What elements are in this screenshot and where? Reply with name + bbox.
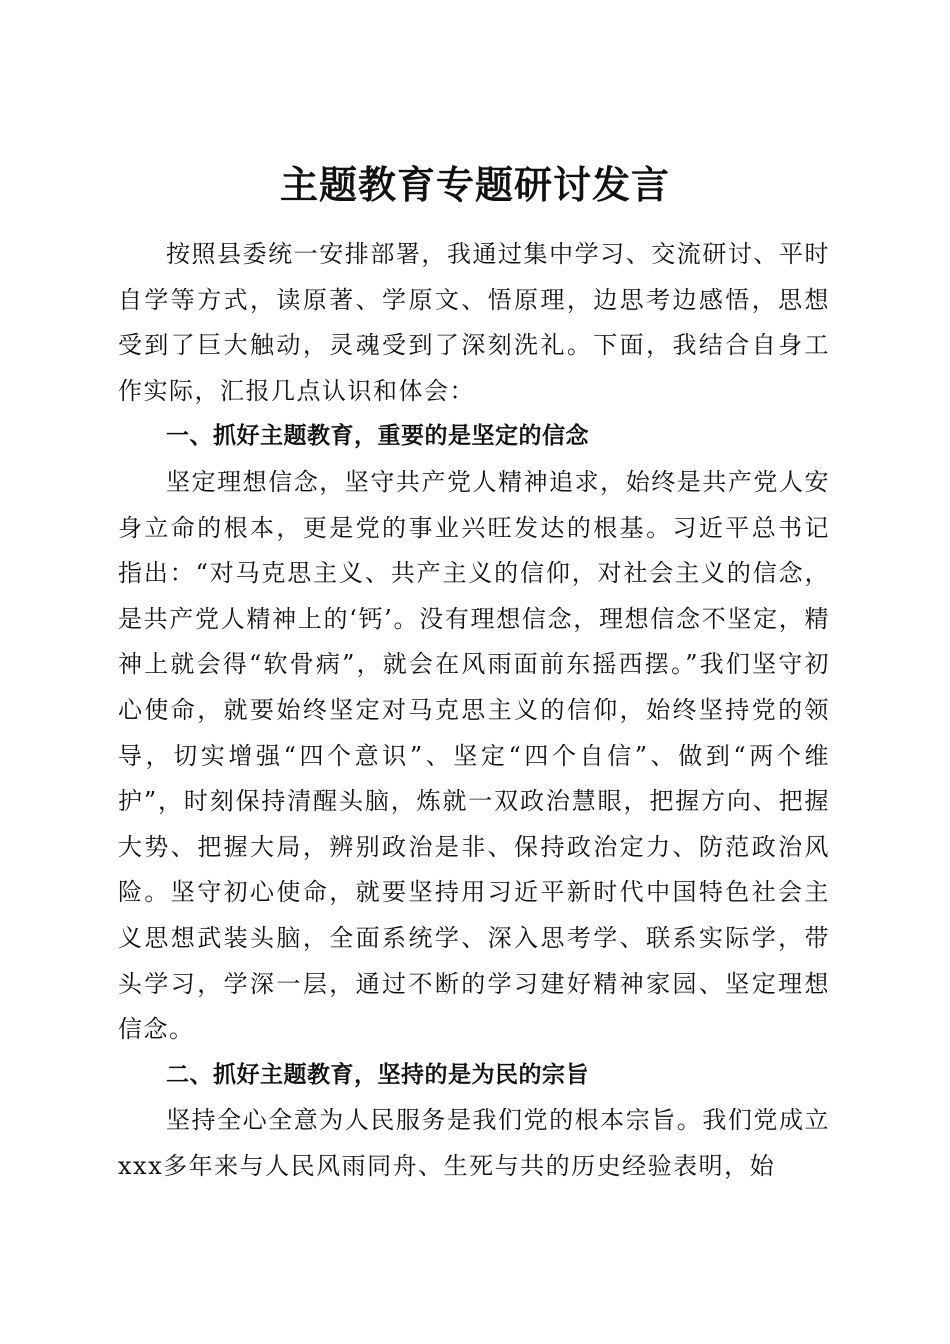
section-1-paragraph: 坚定理想信念，坚守共产党人精神追求，始终是共产党人安身立命的根本，更是党的事业兴旺发达的根基。习近平总书记指出：“对马克思主义、共产主义的信仰，对社会主义的信念，是共产党人精神上的‘钙’。没有理想信念，理想信念不坚定，精神上就会得“软骨病”，就会在风雨面前东摇西摆。”我们坚守初心使命，就要始终坚定对马克思主义的信仰，始终坚持党的领导，切实增强“四个意识”、坚定“四个自信”、做到“两个维护”，时刻保持清醒头脑，炼就一双政治慧眼，把握方向、把握大势、把握大局，辨别政治是非、保持政治定力、防范政治风险。坚守初心使命，就要坚持用习近平新时代中国特色社会主义思想武装头脑，全面系统学、深入思考学、联系实际学，带头学习，学深一层，通过不断的学习建好精神家园、坚定理想信念。	[118, 467, 830, 1044]
document-body	[118, 232, 830, 1189]
section-2-heading: 二、抓好主题教育，坚持的是为民的宗旨	[166, 1061, 589, 1088]
document-title: 主题教育专题研讨发言	[279, 162, 670, 208]
section-1-heading: 一、抓好主题教育，重要的是坚定的信念	[166, 423, 589, 450]
intro-paragraph: 按照县委统一安排部署，我通过集中学习、交流研讨、平时自学等方式，读原著、学原文、悟原理，边思考边感悟，思想受到了巨大触动，灵魂受到了深刻洗礼。下面，我结合自身工作实际，汇报几点认识和体会：	[118, 240, 830, 405]
section-2-paragraph: 坚持全心全意为人民服务是我们党的根本宗旨。我们党成立xxx多年来与人民风雨同舟、生死与共的历史经验表明，始	[118, 1106, 830, 1180]
